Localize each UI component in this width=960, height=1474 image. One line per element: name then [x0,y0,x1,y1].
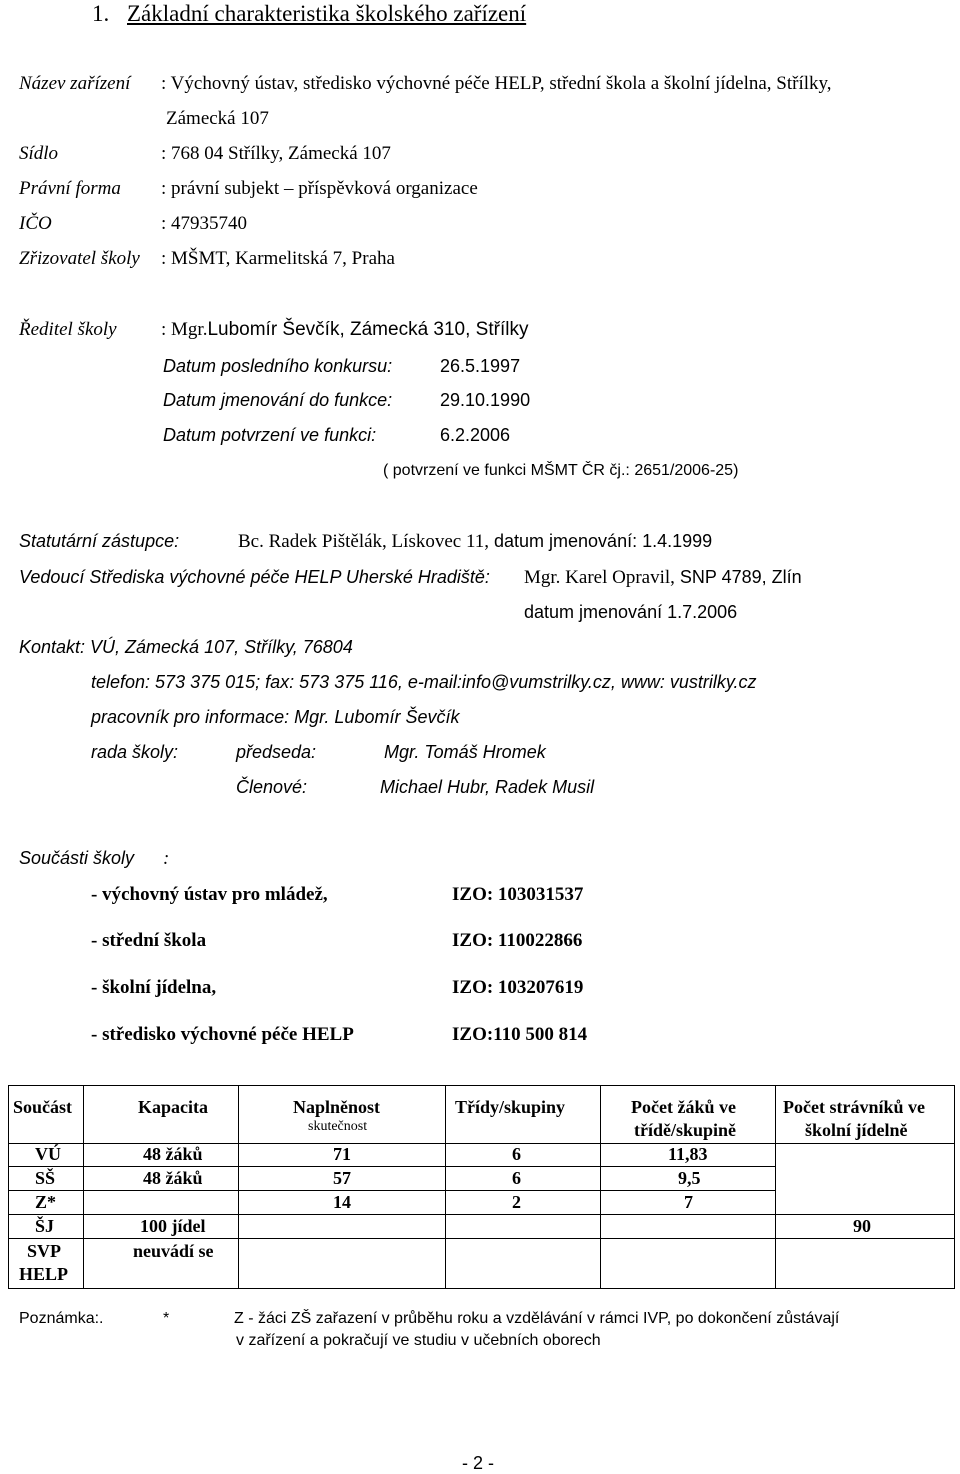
table-rule [8,1190,775,1191]
potvrzeni-value: 6.2.2006 [440,425,511,445]
vedouci-address: SNP 4789, Zlín [674,567,802,587]
soucast-item: - střední škola [91,930,207,951]
rada-label: rada školy: [91,742,179,762]
nazev-value: : Výchovný ústav, středisko výchovné péče HELP, střední škola a školní jídelna, Střílky, [161,73,832,94]
soucast-item: - výchovný ústav pro mládež, [91,884,328,905]
soucasti-colon: : [163,848,170,869]
col-header-naplnenost: Naplněnost [293,1097,381,1117]
heading-number: 1. [92,1,110,26]
table-cell-kapacita: 100 jídel [140,1216,206,1236]
soucast-izo: IZO: 103207619 [452,977,584,998]
vedouci-value [524,567,802,589]
ico-value: : 47935740 [161,213,248,234]
vedouci-date: datum jmenování 1.7.2006 [524,602,738,622]
table-rule [600,1085,601,1289]
zastupce-name: Bc. Radek Pištělák, Lískovec 11, [238,531,489,552]
clenove-label: Členové: [236,777,308,797]
sidlo-value: : 768 04 Střílky, Zámecká 107 [161,143,391,164]
col-header-tridy: Třídy/skupiny [455,1097,566,1117]
table-cell-stravnici: 90 [853,1216,871,1236]
soucast-izo: IZO:110 500 814 [452,1024,588,1045]
reditel-label: Ředitel školy [19,319,117,340]
table-rule [83,1085,84,1289]
vedouci-label: Vedoucí Střediska výchovné péče HELP Uherské Hradiště: [19,567,490,587]
zrizovatel-label: Zřizovatel školy [19,248,140,269]
soucasti-label: Součásti školy [19,848,135,868]
predseda-label: předseda: [236,742,317,762]
table-cell-tridy: 2 [512,1192,521,1212]
table-rule [8,1085,954,1086]
poznamka-star: * [163,1310,170,1327]
reditel-address: , Zámecká 310, Střílky [339,319,529,340]
kontakt-phone-line: telefon: 573 375 015; fax: 573 375 116, e-mail:info@vumstrilky.cz, www: vustrilky.cz [91,672,757,692]
table-cell-soucast: VÚ [35,1144,61,1164]
col-header-naplnenost-sub: skutečnost [308,1119,368,1134]
table-cell-tridy: 6 [512,1144,521,1164]
table-cell-kapacita: 48 žáků [143,1168,203,1188]
zrizovatel-value: : MŠMT, Karmelitská 7, Praha [161,248,395,269]
soucast-izo: IZO: 110022866 [452,930,583,951]
table-cell-kapacita: neuvádí se [133,1241,214,1261]
table-rule [238,1085,239,1289]
zastupce-label: Statutární zástupce: [19,531,180,551]
table-cell-pocet: 9,5 [678,1168,701,1188]
col-header-pocet-zaku: Počet žáků ve [631,1097,736,1117]
ico-label: IČO [19,213,52,234]
page-number: - 2 - [462,1453,495,1473]
pravni-forma-value: : právní subjekt – příspěvková organizace [161,178,478,199]
col-header-soucast: Součást [13,1097,73,1117]
table-cell-soucast: Z* [35,1192,57,1212]
table-cell-soucast-line2: HELP [19,1264,69,1284]
jmenovani-value: 29.10.1990 [440,390,531,410]
poznamka-text: Z - žáci ZŠ zařazení v průběhu roku a vzdělávání v rámci IVP, po dokončení zůstávají [234,1310,840,1327]
table-cell-soucast: SŠ [35,1168,56,1188]
soucast-item: - školní jídelna, [91,977,217,998]
nazev-value-cont: Zámecká 107 [166,108,269,129]
table-rule [445,1085,446,1289]
table-cell-naplnenost: 71 [333,1144,351,1164]
soucast-izo: IZO: 103031537 [452,884,584,905]
potvrzeni-note: ( potvrzení ve funkci MŠMT ČR čj.: 2651/2006-25) [383,462,739,479]
konkurs-value: 26.5.1997 [440,356,521,376]
table-cell-naplnenost: 14 [333,1192,351,1212]
jmenovani-label: Datum jmenování do funkce: [163,390,393,410]
table-cell-naplnenost: 57 [333,1168,351,1188]
potvrzeni-label: Datum potvrzení ve funkci: [163,425,377,445]
reditel-name: Lubomír Ševčík [207,319,340,340]
page-title: Základní charakteristika školského zařízení [127,1,527,26]
vedouci-name: Mgr. Karel Opravil, [524,567,675,588]
table-rule [775,1085,776,1289]
reditel-prefix: : Mgr. [161,319,208,340]
nazev-label: Název zařízení [19,73,131,94]
col-header-kapacita: Kapacita [138,1097,208,1117]
table-rule [8,1238,954,1239]
soucast-item: - středisko výchovné péče HELP [91,1024,354,1045]
poznamka-label: Poznámka:. [19,1310,104,1327]
clenove-value: Michael Hubr, Radek Musil [380,777,595,797]
predseda-value: Mgr. Tomáš Hromek [384,742,546,762]
table-rule [8,1214,954,1215]
zastupce-value [238,531,712,553]
konkurs-label: Datum posledního konkursu: [163,356,393,376]
table-cell-pocet: 11,83 [668,1144,708,1164]
col-header-pocet-zaku-line2: třídě/skupině [634,1120,737,1140]
table-cell-pocet: 7 [684,1192,693,1212]
poznamka-text-cont: v zařízení a pokračují ve studiu v učebních oborech [236,1332,601,1349]
table-rule [954,1085,955,1289]
kontakt-person: pracovník pro informace: Mgr. Lubomír Ševčík [91,707,460,727]
table-rule [8,1085,9,1289]
zastupce-date: datum jmenování: 1.4.1999 [489,531,713,551]
table-cell-tridy: 6 [512,1168,521,1188]
col-header-stravnici: Počet strávníků ve [783,1097,925,1117]
pravni-forma-label: Právní forma [19,178,121,199]
table-cell-kapacita: 48 žáků [143,1144,203,1164]
table-cell-soucast: ŠJ [35,1216,55,1236]
col-header-stravnici-line2: školní jídelně [805,1120,908,1140]
table-rule [8,1166,775,1167]
table-rule [8,1288,954,1289]
sidlo-label: Sídlo [19,143,59,164]
reditel-value [161,319,528,341]
table-cell-soucast: SVP [27,1241,62,1261]
kontakt-address: Kontakt: VÚ, Zámecká 107, Střílky, 76804 [19,637,353,657]
